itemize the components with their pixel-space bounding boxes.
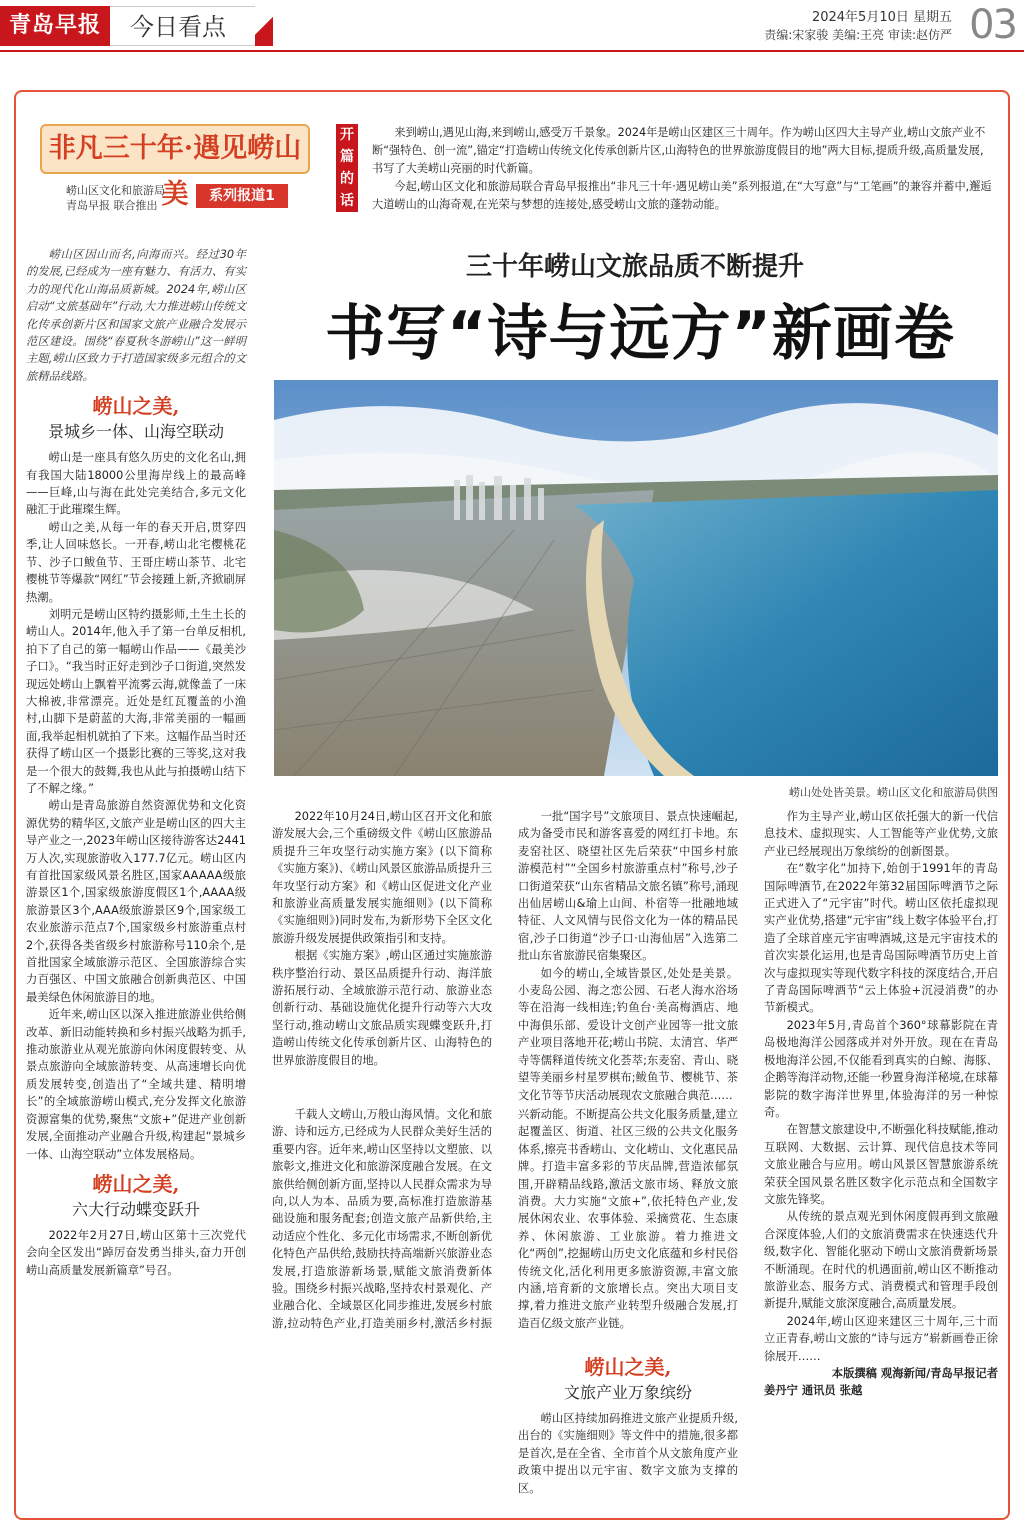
column-3-bottom [518, 1346, 738, 1497]
column-2-3-flow [272, 1106, 738, 1332]
section-2-para-4: 千载人文崂山,万般山海风情。文化和旅游、诗和远方,已经成为人民群众美好生活的重要内容。近年来,崂山区坚持以文塑旅、以旅彰文,推进文化和旅游深度融合发展。在文旅供给侧创新方面,坚持以人民群众需求为导向,以人为本、品质为要,高标准打造旅游基础设施和服务配套;创造文旅产品新供给,主动适应个性化、多元化市场需求,不断创新优化特色产品供给,鼓励扶持高端新兴旅游业态发展,打造旅游新场景,赋能文旅消费新体验。围绕乡村振兴战略,坚持农村景观化、产业融合化、全域景区化同步推进,发展乡村旅游,拉动特色产业,打造美丽乡村,激活乡村振兴新动能。不断提高公共文化服务质量,建立起覆盖区、街道、社区三级的公共文化服务体系,擦亮书香崂山、文化崂山、文化惠民品牌。打造丰富多彩的节庆品牌,营造浓郁氛围,开辟精品线路,激活文旅市场、释放文旅消费。大力实施“文旅+”,依托特色产业,发展休闲农业、农事体验、采摘赏花、生态康养、休闲旅游、工业旅游。着力推进文化“两创”,挖掘崂山历史文化底蕴和乡村民俗传统文化,活化利用更多旅游资源,丰富文旅内涵,培育新的文旅增长点。突出大项目支撑,着力推进文旅产业转型升级融合发展,打造百亿级文旅产业链。 [272, 1108, 738, 1330]
column-4 [764, 808, 998, 1400]
section-2-heading [26, 1171, 246, 1221]
section-2-para-6: 如今的崂山,全域皆景区,处处是美景。小麦岛公园、海之恋公园、石老人海水浴场等在沿海一线相连;钓鱼台·美高梅酒店、地中海俱乐部、爱设计文创产业园等一批文旅产业项目落地开花;崂山书院、太清宫、华严寺等儒释道传统文化荟萃;东麦窑、青山、晓望等美丽乡村星罗棋布;鲅鱼节、樱桃节、茶文化节等节庆活动展现农文旅融合典范…… [518, 966, 738, 1102]
series-title-banner: 非凡三十年·遇见崂山美 [40, 124, 310, 174]
column-1 [26, 246, 246, 1279]
section-1-para-3: 刘明元是崂山区特约摄影师,土生土长的崂山人。2014年,他入手了第一台单反相机,拍下了自己的第一幅崂山作品——《最美沙子口》。“我当时正好走到沙子口街道,突然发现远处崂山上飘着平流雾云海,就像盖了一床大棉被,非常漂亮。近处是红瓦覆盖的小渔村,山脚下是蔚蓝的大海,非常美丽的一幅画面,我举起相机就拍了下来。这幅作品当时还获得了崂山区一个摄影比赛的三等奖,这对我是一个很大的鼓舞,我也从此与拍摄崂山结下了不解之缘。” [26, 607, 246, 795]
section-2-para-5: 一批“国字号”文旅项目、景点快速崛起,成为备受市民和游客喜爱的网红打卡地。东麦窑社区、晓望社区先后荣获“中国乡村旅游模范村”“全国乡村旅游重点村”称号,沙子口街道荣获“山东省精品文旅名镇”称号,涌现出仙居崂山&瑜上山间、朴宿等一批融地域特征、人文风情与民俗文化为一体的精品民宿,沙子口街道“沙子口·山海仙居”入选第二批山东省旅游民宿集聚区。 [518, 810, 738, 963]
section-1-para-1: 崂山是一座具有悠久历史的文化名山,拥有我国大陆18000公里海岸线上的最高峰——巨峰,山与海在此处完美结合,多元文化融汇于此璀璨生辉。 [26, 451, 246, 517]
editors-credit: 责编:宋家骏 美编:王亮 审读:赵仿严 [764, 28, 952, 42]
column-3 [518, 808, 738, 1104]
section-3-para-4: 2023年5月,青岛首个360°球幕影院在青岛极地海洋公园落成并对外开放。现在在青岛极地海洋公园,不仅能看到真实的白鲸、海豚、企鹅等海洋动物,还能一秒置身海洋秘境,在球幕影院的数字海洋世界里,体验海洋的另一种惊奇。 [764, 1018, 998, 1119]
opening-para-1: 来到崂山,遇见山海,来到崂山,感受万千景象。2024年是崂山区建区三十周年。作为崂山区四大主导产业,崂山文旅产业不断“强特色、创一流”,锚定“打造崂山传统文化传承创新片区,山海特色的世界旅游度假目的地”两大目标,提质升级,高质量发展,书写了大美崂山亮丽的时代新篇。 [372, 126, 986, 175]
opening-label: 开篇的话 [336, 124, 358, 212]
section-3-para-1: 崂山区持续加码推进文旅产业提质升级,出台的《实施细则》等文件中的措施,很多都是首次,是在全省、全市首个从文旅角度产业政策中提出以元宇宙、数字文旅为支撑的区。 [518, 1412, 738, 1495]
section-3-para-7: 2024年,崂山区迎来建区三十周年,三十而立正青春,崂山文旅的“诗与远方”崭新画卷正徐徐展开…… [764, 1314, 998, 1363]
section-3-para-3: 在“数字化”加持下,始创于1991年的青岛国际啤酒节,在2022年第32届国际啤酒节之际正式进入了“元宇宙”时代。崂山区依托虚拟现实产业优势,搭建“元宇宙”线上数字体验平台,打造了全球首座元宇宙啤酒城,这是元宇宙技术的首次实景化运用,也是青岛国际啤酒节历史上首次与虚拟现实等现代数字科技的深度结合,开启了青岛国际啤酒节“云上体验+沉浸消费”的办节新模式。 [764, 862, 998, 1015]
byline-1: 本版撰稿 观海新闻/青岛早报记者 [831, 1367, 998, 1380]
section-1-heading [26, 393, 246, 443]
article-headline: 书写“诗与远方”新画卷 [325, 299, 955, 369]
section-3-subtitle: 文旅产业万象缤纷 [563, 1383, 692, 1402]
section-3-title: 崂山之美, [584, 1355, 672, 1379]
section-3-para-6: 从传统的景点观光到休闲度假再到文旅融合深度体验,人们的文旅消费需求在快速迭代升级,数字化、智能化驱动下崂山文旅消费新场景不断涌现。在时代的机遇面前,崂山区不断推动旅游业态、服务方式、消费模式和管理手段创新提升,赋能文旅深度融合,高质量发展。 [764, 1210, 998, 1311]
section-1-subtitle: 景城乡一体、山海空联动 [47, 422, 224, 442]
section-2-subtitle: 六大行动蝶变跃升 [71, 1199, 200, 1219]
section-1-para-2: 崂山之美,从每一年的春天开启,贯穿四季,让人回味悠长。一开春,崂山北宅樱桃花节、沙子口鲅鱼节、王哥庄崂山茶节、北宅樱桃节等爆款“网红”节会接踵上新,齐掀刷屏热潮。 [26, 520, 246, 604]
newspaper-logo: 青岛早报 [0, 6, 110, 46]
byline-2: 姜丹宁 通讯员 张越 [764, 1384, 863, 1398]
section-2-para-2: 2022年10月24日,崂山区召开文化和旅游发展大会,三个重磅级文件《崂山区旅游品质提升三年攻坚行动实施方案》(以下简称《实施方案》)、《崂山风景区旅游品质提升三年攻坚行动方案》和《崂山区促进文化产业和旅游业高质量发展实施细则》(以下简称《实施细则》)同时发布,为新形势下全区文化旅游升级发展提供政策指引和支持。 [272, 810, 492, 945]
section-2-title: 崂山之美, [92, 1171, 180, 1196]
opening-para-2: 今起,崂山区文化和旅游局联合青岛早报推出“非凡三十年·遇见崂山美”系列报道,在“大写意”与“工笔画”的兼容并蓄中,邂逅大道崂山的山海奇观,在光荣与梦想的连接处,感受崂山文旅的蓬勃动能。 [372, 180, 992, 211]
column-2 [272, 808, 492, 1069]
section-2-para-3: 根据《实施方案》,崂山区通过实施旅游秩序整治行动、景区品质提升行动、海洋旅游拓展行动、全域旅游示范行动、旅游业态创新行动、基础设施优化提升行动等六大攻坚行动,推动崂山文旅品质实现蝶变跃升,打造崂山传统文化传承创新片区、山海特色的世界旅游度假目的地。 [272, 949, 492, 1067]
section-1-title: 崂山之美, [92, 394, 180, 419]
section-name: 今日看点 [110, 6, 260, 46]
photo-caption: 崂山处处皆美景。崂山区文化和旅游局供图 [789, 786, 998, 799]
header-divider [0, 50, 1024, 52]
page-header [0, 0, 1024, 52]
series-organizer-2: 青岛早报 联合推出 [66, 199, 158, 212]
section-2-para-1: 2022年2月27日,崂山区第十三次党代会向全区发出“踔厉奋发勇当排头,奋力开创崂山高质量发展新篇章”号召。 [26, 1228, 246, 1277]
series-organizer-1: 崂山区文化和旅游局 [66, 184, 165, 197]
section-1-para-4: 崂山是青岛旅游自然资源优势和文化资源优势的精华区,文旅产业是崂山区的四大主导产业之一,2023年崂山区接待游客达2441万人次,实现旅游收入177.7亿元。崂山区内有首批国家级风景名胜区,国家AAAAA级旅游景区1个,国家级旅游度假区1个,AAAA级旅游景区3个,AAA级旅游景区9个,国家级工农业旅游示范点7个,国家级乡村旅游重点村2个,获得各类省级乡村旅游称号110余个,是首批国家全域旅游示范区、全国旅游综合实力百强区、中国文旅融合创新典范区、中国最美绿色休闲旅游目的地。 [26, 799, 246, 1004]
page-number: 03 [969, 2, 1016, 48]
article-subtitle: 三十年崂山文旅品质不断提升 [465, 252, 804, 282]
issue-date: 2024年5月10日 星期五 [811, 10, 952, 25]
coastline-photo [274, 380, 998, 776]
intro-paragraph: 崂山区因山而名,向海而兴。经过30年的发展,已经成为一座有魅力、有活力、有实力的现代化山海品质新城。2024年,崂山区启动“文旅基础年”行动,大力推进崂山传统文化传承创新片区和国家文旅产业融合发展示范区建设。围绕“春夏秋冬游崂山”这一鲜明主题,崂山区致力于打造国家级多元组合的文旅精品线路。 [26, 248, 246, 383]
opening-text [372, 124, 992, 214]
series-badge: 系列报道1 [196, 184, 288, 208]
section-3-heading [518, 1354, 738, 1404]
tab-corner-decoration [255, 6, 273, 46]
section-3-para-2: 作为主导产业,崂山区依托强大的新一代信息技术、虚拟现实、人工智能等产业优势,文旅产业已经展现出万象缤纷的创新图景。 [764, 810, 998, 858]
section-1-para-5: 近年来,崂山区以深入推进旅游业供给侧改革、新旧动能转换和乡村振兴战略为抓手,推动旅游业从观光旅游向休闲度假转变、从景点旅游向全域旅游转变、从高速增长向优质发展转变,创造出了“全域共建、精明增长”的全域旅游崂山模式,充分发挥文化旅游资源富集的优势,聚焦“文旅+”促进产业创新发展,全面推动产业融合升级,构建起“景城乡一体、山海空联动”立体发展格局。 [26, 1008, 246, 1161]
section-3-para-5: 在智慧文旅建设中,不断强化科技赋能,推动互联网、大数据、云计算、现代信息技术等同文旅业融合与应用。崂山风景区智慧旅游系统荣获全国风景名胜区数字化示范点和全国数字文旅先锋奖。 [764, 1123, 998, 1206]
